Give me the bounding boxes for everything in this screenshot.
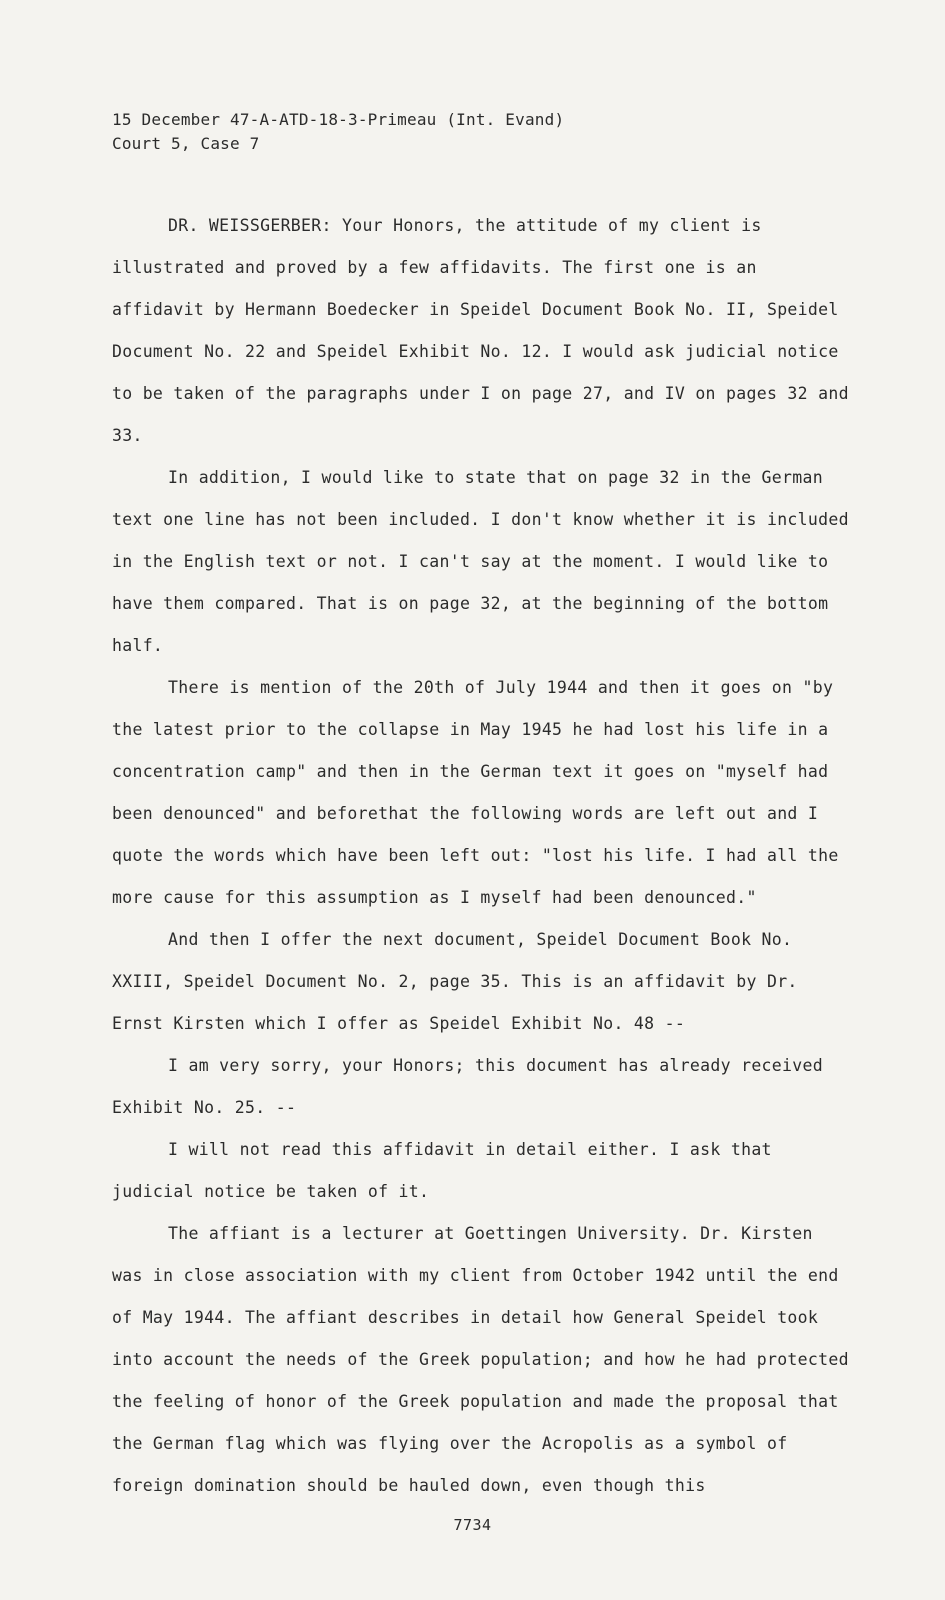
page-number: 7734: [453, 1516, 492, 1534]
paragraph-1: DR. WEISSGERBER: Your Honors, the attitude of my client is illustrated and proved by a few affidavits. The first one is an affidavit by Hermann Boedecker in Speidel Document Book No. II, Speidel Document No. 22 and Speidel Exhibit No. 12. I would ask judicial notice to be taken of the paragraphs under I on page 27, and IV on pages 32 and 33.: [112, 216, 849, 445]
document-header: [112, 108, 564, 156]
document-body: [112, 205, 852, 1507]
header-line-1: 15 December 47-A-ATD-18-3-Primeau (Int. Evand): [112, 110, 565, 129]
paragraph-2: In addition, I would like to state that on page 32 in the German text one line has not been included. I don't know whether it is included in the English text or not. I can't say at the moment. I would like to have them compared. That is on page 32, at the beginning of the bottom half.: [112, 468, 849, 655]
paragraph-7: The affiant is a lecturer at Goettingen University. Dr. Kirsten was in close association with my client from October 1942 until the end of May 1944. The affiant describes in detail how General Speidel took into account the needs of the Greek population; and how he had protected the feeling of honor of the Greek population and made the proposal that the German flag which was flying over the Acropolis as a symbol of foreign domination should be hauled down, even though this: [112, 1224, 849, 1495]
paragraph-5: I am very sorry, your Honors; this document has already received Exhibit No. 25. --: [112, 1056, 823, 1117]
header-line-2: Court 5, Case 7: [112, 134, 260, 153]
paragraph-3: There is mention of the 20th of July 1944 and then it goes on "by the latest prior to the collapse in May 1945 he had lost his life in a concentration camp" and then in the German text it goes on "myself had been denounced" and beforethat the following words are left out and I quote the words which have been left out: "lost his life. I had all the more cause for this assumption as I myself had been denounced.": [112, 678, 839, 907]
paragraph-6: I will not read this affidavit in detail either. I ask that judicial notice be taken of it.: [112, 1140, 772, 1201]
paragraph-4: And then I offer the next document, Speidel Document Book No. XXIII, Speidel Document No. 2, page 35. This is an affidavit by Dr. Ernst Kirsten which I offer as Speidel Exhibit No. 48 --: [112, 930, 798, 1033]
